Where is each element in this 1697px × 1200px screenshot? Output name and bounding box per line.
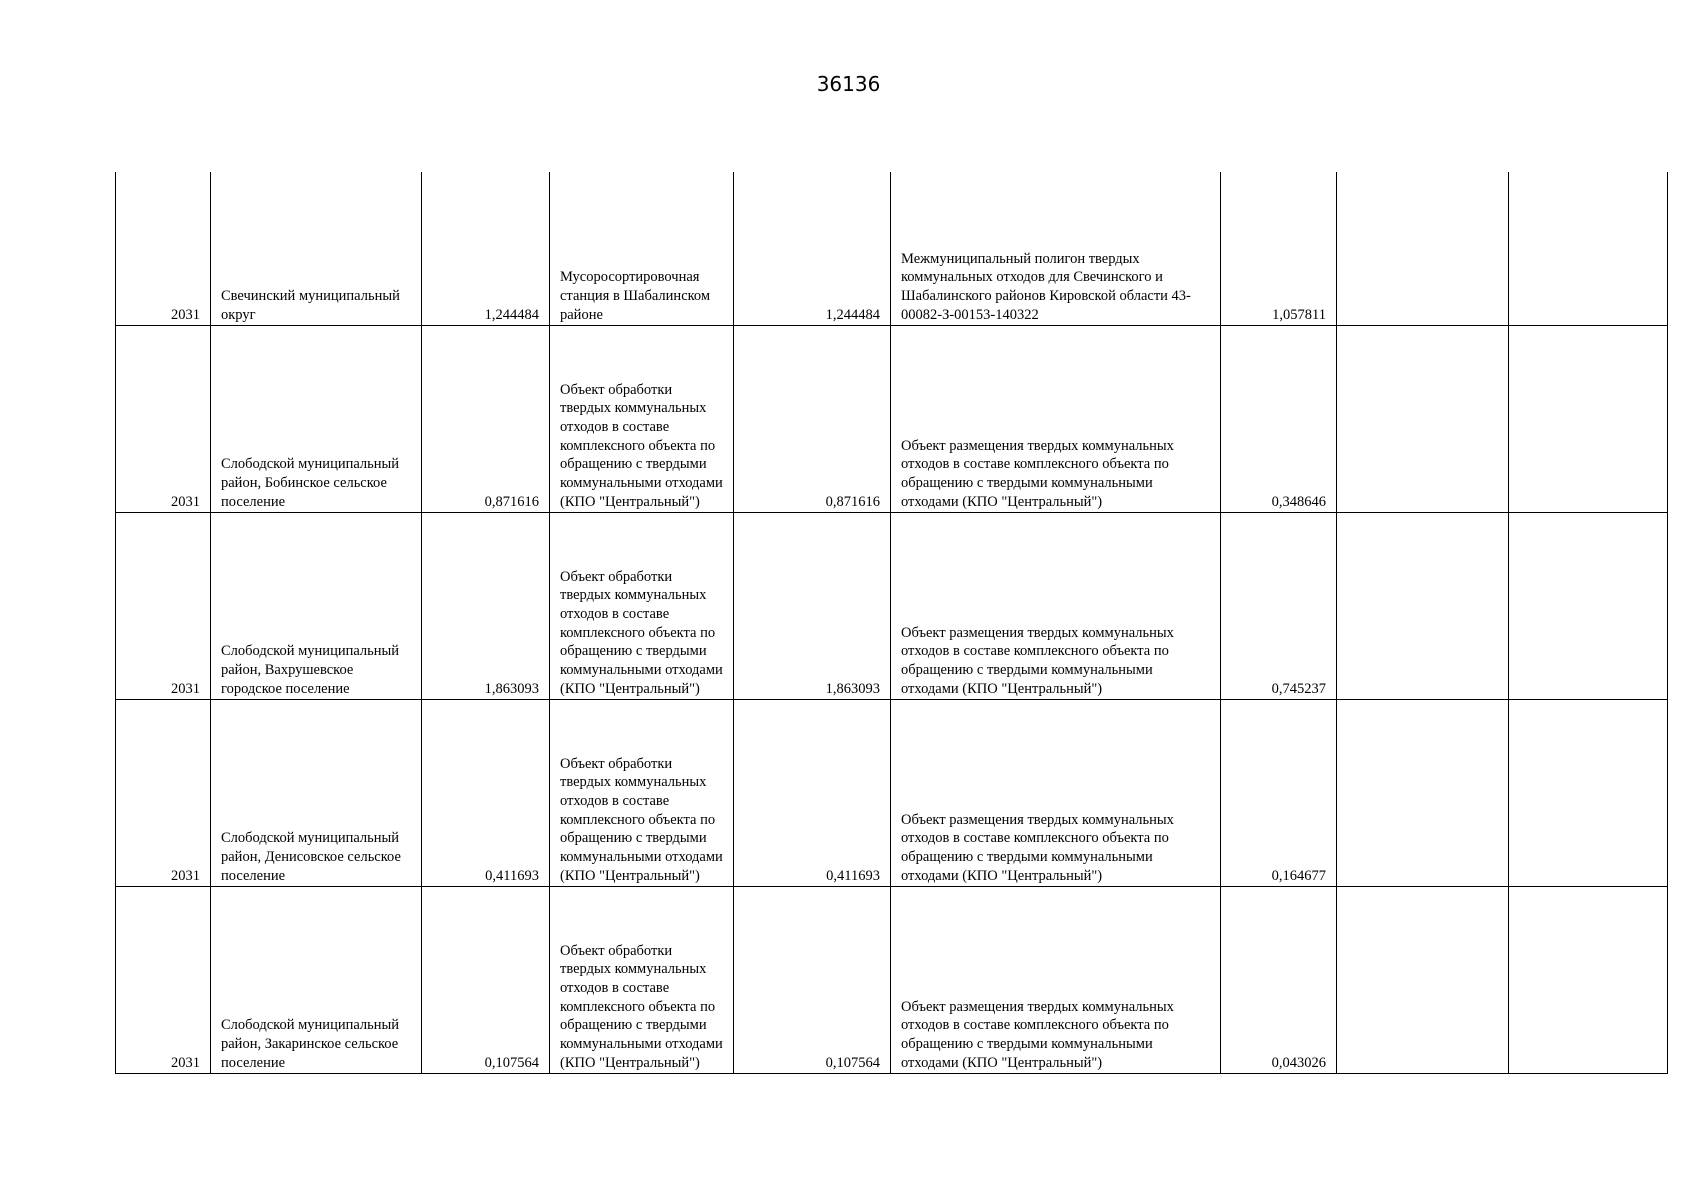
municipality-cell: Слободской муниципальный район, Вахрушевское городское поселение: [211, 512, 422, 699]
year-cell: 2031: [116, 699, 211, 886]
placed-volume-cell: 0,164677: [1221, 699, 1337, 886]
generated-volume-cell: 0,107564: [422, 886, 550, 1073]
placement-object-cell: Объект размещения твердых коммунальных отходов в составе комплексного объекта по обращению с твердыми коммунальными отходами (КПО "Центральный"): [891, 886, 1221, 1073]
processed-volume-cell: 0,871616: [734, 325, 891, 512]
placed-volume-cell: 1,057811: [1221, 172, 1337, 325]
processed-volume-cell: 0,411693: [734, 699, 891, 886]
empty-cell: [1509, 325, 1668, 512]
municipality-cell: Свечинский муниципальный округ: [211, 172, 422, 325]
placed-volume-cell: 0,745237: [1221, 512, 1337, 699]
empty-cell: [1337, 325, 1509, 512]
processing-object-cell: Мусоросортировочная станция в Шабалинском районе: [550, 172, 734, 325]
year-cell: 2031: [116, 512, 211, 699]
processed-volume-cell: 1,863093: [734, 512, 891, 699]
placement-object-cell: Объект размещения твердых коммунальных отходов в составе комплексного объекта по обращению с твердыми коммунальными отходами (КПО "Центральный"): [891, 325, 1221, 512]
placement-object-cell: Межмуниципальный полигон твердых коммунальных отходов для Свечинского и Шабалинского районов Кировской области 43-00082-З-00153-140322: [891, 172, 1221, 325]
municipality-cell: Слободской муниципальный район, Закаринское сельское поселение: [211, 886, 422, 1073]
municipality-cell: Слободской муниципальный район, Денисовское сельское поселение: [211, 699, 422, 886]
generated-volume-cell: 0,871616: [422, 325, 550, 512]
processing-object-cell: Объект обработки твердых коммунальных отходов в составе комплексного объекта по обращению с твердыми коммунальными отходами (КПО "Центральный"): [550, 699, 734, 886]
placed-volume-cell: 0,348646: [1221, 325, 1337, 512]
year-cell: 2031: [116, 886, 211, 1073]
processing-object-cell: Объект обработки твердых коммунальных отходов в составе комплексного объекта по обращению с твердыми коммунальными отходами (КПО "Центральный"): [550, 512, 734, 699]
processed-volume-cell: 1,244484: [734, 172, 891, 325]
placed-volume-cell: 0,043026: [1221, 886, 1337, 1073]
year-cell: 2031: [116, 172, 211, 325]
empty-cell: [1509, 512, 1668, 699]
generated-volume-cell: 1,244484: [422, 172, 550, 325]
processed-volume-cell: 0,107564: [734, 886, 891, 1073]
waste-flow-table: [115, 172, 1668, 1074]
year-cell: 2031: [116, 325, 211, 512]
table-row: [116, 325, 1668, 512]
page-number: 36136: [816, 72, 881, 96]
table-row: [116, 886, 1668, 1073]
placement-object-cell: Объект размещения твердых коммунальных отходов в составе комплексного объекта по обращению с твердыми коммунальными отходами (КПО "Центральный"): [891, 699, 1221, 886]
generated-volume-cell: 0,411693: [422, 699, 550, 886]
empty-cell: [1337, 172, 1509, 325]
empty-cell: [1509, 699, 1668, 886]
placement-object-cell: Объект размещения твердых коммунальных отходов в составе комплексного объекта по обращению с твердыми коммунальными отходами (КПО "Центральный"): [891, 512, 1221, 699]
empty-cell: [1337, 512, 1509, 699]
empty-cell: [1509, 886, 1668, 1073]
generated-volume-cell: 1,863093: [422, 512, 550, 699]
processing-object-cell: Объект обработки твердых коммунальных отходов в составе комплексного объекта по обращению с твердыми коммунальными отходами (КПО "Центральный"): [550, 886, 734, 1073]
municipality-cell: Слободской муниципальный район, Бобинское сельское поселение: [211, 325, 422, 512]
table-row: [116, 699, 1668, 886]
table-row: [116, 172, 1668, 325]
table-row: [116, 512, 1668, 699]
processing-object-cell: Объект обработки твердых коммунальных отходов в составе комплексного объекта по обращению с твердыми коммунальными отходами (КПО "Центральный"): [550, 325, 734, 512]
empty-cell: [1337, 886, 1509, 1073]
empty-cell: [1337, 699, 1509, 886]
empty-cell: [1509, 172, 1668, 325]
